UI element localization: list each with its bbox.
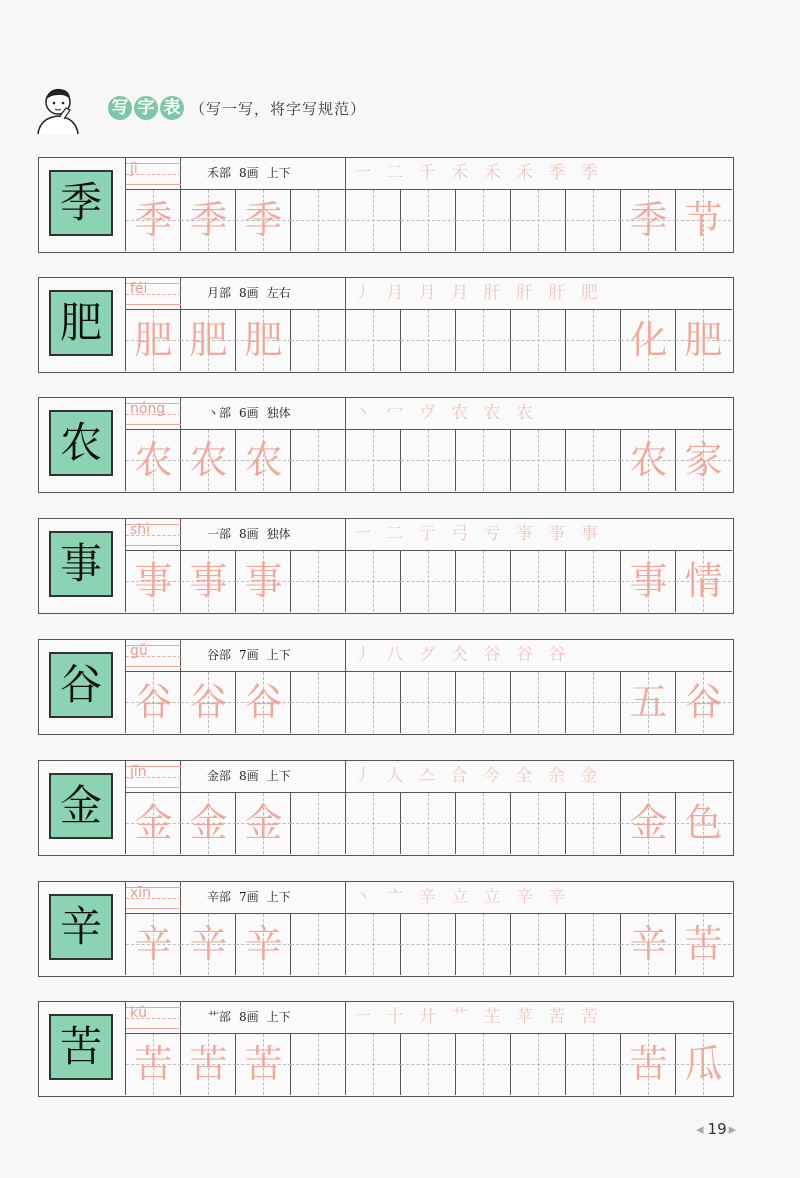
writing-cell[interactable] bbox=[126, 430, 181, 491]
word-character: 肥 bbox=[684, 318, 723, 362]
trace-character: 辛 bbox=[189, 922, 228, 966]
character-info bbox=[126, 640, 732, 672]
writing-cell[interactable] bbox=[181, 310, 236, 371]
trace-character: 肥 bbox=[244, 318, 283, 362]
writing-cell[interactable] bbox=[346, 551, 401, 612]
writing-cell[interactable] bbox=[291, 1034, 346, 1095]
writing-cell[interactable] bbox=[566, 793, 621, 854]
practice-grid bbox=[126, 430, 732, 491]
writing-cell[interactable] bbox=[291, 672, 346, 733]
writing-cell[interactable] bbox=[126, 672, 181, 733]
writing-cell[interactable] bbox=[511, 190, 566, 251]
stroke-count: 6画 bbox=[239, 406, 259, 420]
trace-character: 农 bbox=[244, 438, 283, 482]
pinyin: xīn bbox=[130, 885, 152, 901]
writing-cell[interactable] bbox=[401, 672, 456, 733]
trace-character: 事 bbox=[189, 559, 228, 603]
writing-cell[interactable] bbox=[566, 672, 621, 733]
character-row bbox=[38, 1001, 734, 1097]
word-character: 季 bbox=[629, 198, 668, 242]
character-info bbox=[126, 278, 732, 310]
stroke-order: 丿 人 스 合 今 全 余 金 bbox=[354, 766, 603, 786]
writing-cell[interactable] bbox=[676, 672, 731, 733]
writing-cell[interactable] bbox=[236, 551, 291, 612]
stroke-order: 丿 八 グ 仌 谷 谷 谷 bbox=[354, 645, 571, 665]
writing-cell[interactable] bbox=[676, 430, 731, 491]
structure: 上下 bbox=[266, 1010, 291, 1024]
writing-cell[interactable] bbox=[346, 310, 401, 371]
character-row bbox=[38, 518, 734, 614]
writing-cell[interactable] bbox=[126, 190, 181, 251]
model-character-cell bbox=[39, 519, 126, 612]
writing-cell[interactable] bbox=[291, 190, 346, 251]
trace-character: 肥 bbox=[134, 318, 173, 362]
writing-cell[interactable] bbox=[511, 914, 566, 975]
writing-cell[interactable] bbox=[621, 1034, 676, 1095]
character-row bbox=[38, 760, 734, 856]
model-character-cell bbox=[39, 882, 126, 975]
pinyin-cell bbox=[126, 640, 181, 671]
character-row bbox=[38, 881, 734, 977]
trace-character: 金 bbox=[244, 801, 283, 845]
writing-cell[interactable] bbox=[511, 310, 566, 371]
trace-character: 农 bbox=[134, 438, 173, 482]
trace-character: 季 bbox=[134, 198, 173, 242]
trace-character: 苦 bbox=[244, 1042, 283, 1086]
pinyin: shì bbox=[130, 522, 151, 538]
trace-character: 苦 bbox=[189, 1042, 228, 1086]
word-character: 色 bbox=[684, 801, 723, 845]
writing-cell[interactable] bbox=[621, 190, 676, 251]
radical: 金部 bbox=[207, 769, 232, 783]
writing-cell[interactable] bbox=[401, 914, 456, 975]
model-character-cell bbox=[39, 158, 126, 251]
writing-cell[interactable] bbox=[511, 793, 566, 854]
word-character: 瓜 bbox=[684, 1042, 723, 1086]
writing-cell[interactable] bbox=[621, 672, 676, 733]
character-meta bbox=[181, 158, 346, 189]
pinyin: nóng bbox=[130, 401, 166, 417]
character-info bbox=[126, 519, 732, 551]
radical: 禾部 bbox=[207, 166, 232, 180]
writing-cell[interactable] bbox=[236, 310, 291, 371]
pinyin-cell bbox=[126, 398, 181, 429]
writing-cell[interactable] bbox=[676, 914, 731, 975]
writing-cell[interactable] bbox=[126, 551, 181, 612]
character-meta bbox=[181, 1002, 346, 1033]
writing-cell[interactable] bbox=[291, 551, 346, 612]
trace-character: 辛 bbox=[244, 922, 283, 966]
stroke-count: 7画 bbox=[239, 648, 259, 662]
writing-cell[interactable] bbox=[181, 672, 236, 733]
stroke-order: 一 十 廾 艹 芏 苹 苦 苦 bbox=[354, 1007, 603, 1027]
trace-character: 辛 bbox=[134, 922, 173, 966]
pinyin: jì bbox=[130, 161, 138, 177]
character-meta bbox=[181, 882, 346, 913]
practice-grid bbox=[126, 551, 732, 612]
model-character-cell bbox=[39, 398, 126, 491]
writing-cell[interactable] bbox=[566, 914, 621, 975]
writing-cell[interactable] bbox=[181, 190, 236, 251]
writing-cell[interactable] bbox=[181, 793, 236, 854]
writing-cell[interactable] bbox=[346, 190, 401, 251]
writing-cell[interactable] bbox=[511, 1034, 566, 1095]
practice-grid bbox=[126, 310, 732, 371]
writing-cell[interactable] bbox=[456, 793, 511, 854]
writing-cell[interactable] bbox=[456, 551, 511, 612]
writing-cell[interactable] bbox=[236, 793, 291, 854]
practice-grid bbox=[126, 1034, 732, 1095]
trace-character: 谷 bbox=[189, 680, 228, 724]
writing-cell[interactable] bbox=[621, 310, 676, 371]
radical: 丶部 bbox=[207, 406, 232, 420]
writing-cell[interactable] bbox=[401, 310, 456, 371]
model-character-cell bbox=[39, 1002, 126, 1095]
writing-cell[interactable] bbox=[346, 430, 401, 491]
writing-cell[interactable] bbox=[181, 551, 236, 612]
pinyin-cell bbox=[126, 278, 181, 309]
character-info bbox=[126, 158, 732, 190]
character-meta bbox=[181, 640, 346, 671]
model-character-cell bbox=[39, 278, 126, 371]
stroke-order: 一 二 亍 弓 亏 亊 亊 事 bbox=[354, 524, 603, 544]
writing-cell[interactable] bbox=[401, 1034, 456, 1095]
trace-character: 金 bbox=[134, 801, 173, 845]
writing-cell[interactable] bbox=[291, 310, 346, 371]
writing-cell[interactable] bbox=[181, 1034, 236, 1095]
trace-character: 肥 bbox=[189, 318, 228, 362]
word-character: 农 bbox=[629, 438, 668, 482]
trace-character: 谷 bbox=[134, 680, 173, 724]
writing-cell[interactable] bbox=[346, 793, 401, 854]
writing-cell[interactable] bbox=[511, 551, 566, 612]
writing-cell[interactable] bbox=[401, 430, 456, 491]
writing-cell[interactable] bbox=[236, 430, 291, 491]
writing-cell[interactable] bbox=[181, 914, 236, 975]
writing-cell[interactable] bbox=[126, 914, 181, 975]
writing-cell[interactable] bbox=[401, 551, 456, 612]
writing-cell[interactable] bbox=[456, 430, 511, 491]
writing-cell[interactable] bbox=[676, 310, 731, 371]
character-row bbox=[38, 397, 734, 493]
radical: 辛部 bbox=[207, 890, 232, 904]
writing-cell[interactable] bbox=[236, 190, 291, 251]
model-character: 苦 bbox=[49, 1014, 113, 1080]
word-character: 苦 bbox=[684, 922, 723, 966]
stroke-order: 丶 冖 ヴ 农 农 农 bbox=[354, 403, 539, 423]
practice-grid bbox=[126, 793, 732, 854]
structure: 上下 bbox=[266, 648, 291, 662]
character-info bbox=[126, 1002, 732, 1034]
structure: 左右 bbox=[266, 286, 291, 300]
writing-cell[interactable] bbox=[346, 672, 401, 733]
writing-cell[interactable] bbox=[621, 430, 676, 491]
character-meta bbox=[181, 519, 346, 550]
trace-character: 苦 bbox=[134, 1042, 173, 1086]
pinyin: gǔ bbox=[130, 643, 148, 659]
writing-cell[interactable] bbox=[181, 430, 236, 491]
writing-cell[interactable] bbox=[236, 1034, 291, 1095]
writing-cell[interactable] bbox=[566, 430, 621, 491]
character-meta bbox=[181, 398, 346, 429]
stroke-count: 8画 bbox=[239, 166, 259, 180]
stroke-count: 8画 bbox=[239, 286, 259, 300]
character-row bbox=[38, 157, 734, 253]
radical: 艹部 bbox=[207, 1010, 232, 1024]
writing-cell[interactable] bbox=[676, 1034, 731, 1095]
word-character: 辛 bbox=[629, 922, 668, 966]
writing-cell[interactable] bbox=[676, 793, 731, 854]
trace-character: 事 bbox=[134, 559, 173, 603]
writing-cell[interactable] bbox=[456, 1034, 511, 1095]
writing-cell[interactable] bbox=[456, 190, 511, 251]
writing-cell[interactable] bbox=[456, 310, 511, 371]
structure: 独体 bbox=[266, 406, 291, 420]
model-character: 事 bbox=[49, 531, 113, 597]
word-character: 家 bbox=[684, 438, 723, 482]
writing-cell[interactable] bbox=[676, 190, 731, 251]
pinyin: jīn bbox=[130, 764, 147, 780]
writing-cell[interactable] bbox=[236, 914, 291, 975]
trace-character: 季 bbox=[244, 198, 283, 242]
pinyin-cell bbox=[126, 761, 181, 792]
writing-cell[interactable] bbox=[676, 551, 731, 612]
worksheet-instruction: （写一写，将字写规范） bbox=[190, 99, 367, 118]
word-character: 谷 bbox=[684, 680, 723, 724]
writing-cell[interactable] bbox=[236, 672, 291, 733]
page-number: ◂ 19 ▸ bbox=[696, 1120, 736, 1138]
writing-cell[interactable] bbox=[401, 190, 456, 251]
radical: 一部 bbox=[207, 527, 232, 541]
writing-cell[interactable] bbox=[511, 672, 566, 733]
practice-grid bbox=[126, 190, 732, 251]
writing-cell[interactable] bbox=[621, 793, 676, 854]
writing-cell[interactable] bbox=[126, 793, 181, 854]
character-info bbox=[126, 882, 732, 914]
word-character: 事 bbox=[629, 559, 668, 603]
worksheet-title: 写 字 表 bbox=[108, 96, 184, 120]
trace-character: 季 bbox=[189, 198, 228, 242]
trace-character: 金 bbox=[189, 801, 228, 845]
stroke-count: 8画 bbox=[239, 527, 259, 541]
structure: 独体 bbox=[266, 527, 291, 541]
stroke-count: 7画 bbox=[239, 890, 259, 904]
pinyin-cell bbox=[126, 519, 181, 550]
writing-cell[interactable] bbox=[126, 1034, 181, 1095]
writing-cell[interactable] bbox=[566, 310, 621, 371]
writing-cell[interactable] bbox=[566, 1034, 621, 1095]
character-info bbox=[126, 761, 732, 793]
radical: 谷部 bbox=[207, 648, 232, 662]
practice-grid bbox=[126, 914, 732, 975]
writing-cell[interactable] bbox=[291, 793, 346, 854]
structure: 上下 bbox=[266, 166, 291, 180]
stroke-order: 丶 亠 辛 立 立 辛 辛 bbox=[354, 887, 571, 907]
word-character: 化 bbox=[629, 318, 668, 362]
writing-cell[interactable] bbox=[291, 914, 346, 975]
character-info bbox=[126, 398, 732, 430]
word-character: 苦 bbox=[629, 1042, 668, 1086]
pinyin-cell bbox=[126, 882, 181, 913]
character-meta bbox=[181, 761, 346, 792]
word-character: 金 bbox=[629, 801, 668, 845]
structure: 上下 bbox=[266, 769, 291, 783]
student-thinking-icon bbox=[30, 86, 90, 136]
writing-cell[interactable] bbox=[511, 430, 566, 491]
word-character: 情 bbox=[684, 559, 723, 603]
word-character: 五 bbox=[629, 680, 668, 724]
model-character: 金 bbox=[49, 773, 113, 839]
model-character: 农 bbox=[49, 410, 113, 476]
character-row bbox=[38, 277, 734, 373]
stroke-count: 8画 bbox=[239, 769, 259, 783]
writing-cell[interactable] bbox=[126, 310, 181, 371]
model-character: 季 bbox=[49, 170, 113, 236]
pinyin-cell bbox=[126, 158, 181, 189]
radical: 月部 bbox=[207, 286, 232, 300]
trace-character: 事 bbox=[244, 559, 283, 603]
writing-cell[interactable] bbox=[566, 190, 621, 251]
stroke-order: 丿 月 月 月 肝 肝 肝 肥 bbox=[354, 283, 603, 303]
trace-character: 农 bbox=[189, 438, 228, 482]
writing-cell[interactable] bbox=[346, 914, 401, 975]
character-row bbox=[38, 639, 734, 735]
word-character: 节 bbox=[684, 198, 723, 242]
writing-cell[interactable] bbox=[621, 914, 676, 975]
model-character-cell bbox=[39, 640, 126, 733]
model-character: 谷 bbox=[49, 652, 113, 718]
writing-cell[interactable] bbox=[621, 551, 676, 612]
character-meta bbox=[181, 278, 346, 309]
stroke-count: 8画 bbox=[239, 1010, 259, 1024]
trace-character: 谷 bbox=[244, 680, 283, 724]
model-character: 辛 bbox=[49, 894, 113, 960]
model-character: 肥 bbox=[49, 290, 113, 356]
structure: 上下 bbox=[266, 890, 291, 904]
page-header bbox=[30, 86, 430, 136]
writing-cell[interactable] bbox=[566, 551, 621, 612]
writing-cell[interactable] bbox=[401, 793, 456, 854]
pinyin: féi bbox=[130, 281, 148, 297]
stroke-order: 一 二 千 禾 禾 禾 季 季 bbox=[354, 163, 603, 183]
pinyin: kǔ bbox=[130, 1005, 147, 1021]
pinyin-cell bbox=[126, 1002, 181, 1033]
writing-cell[interactable] bbox=[456, 914, 511, 975]
practice-grid bbox=[126, 672, 732, 733]
writing-cell[interactable] bbox=[456, 672, 511, 733]
writing-cell[interactable] bbox=[346, 1034, 401, 1095]
writing-cell[interactable] bbox=[291, 430, 346, 491]
model-character-cell bbox=[39, 761, 126, 854]
